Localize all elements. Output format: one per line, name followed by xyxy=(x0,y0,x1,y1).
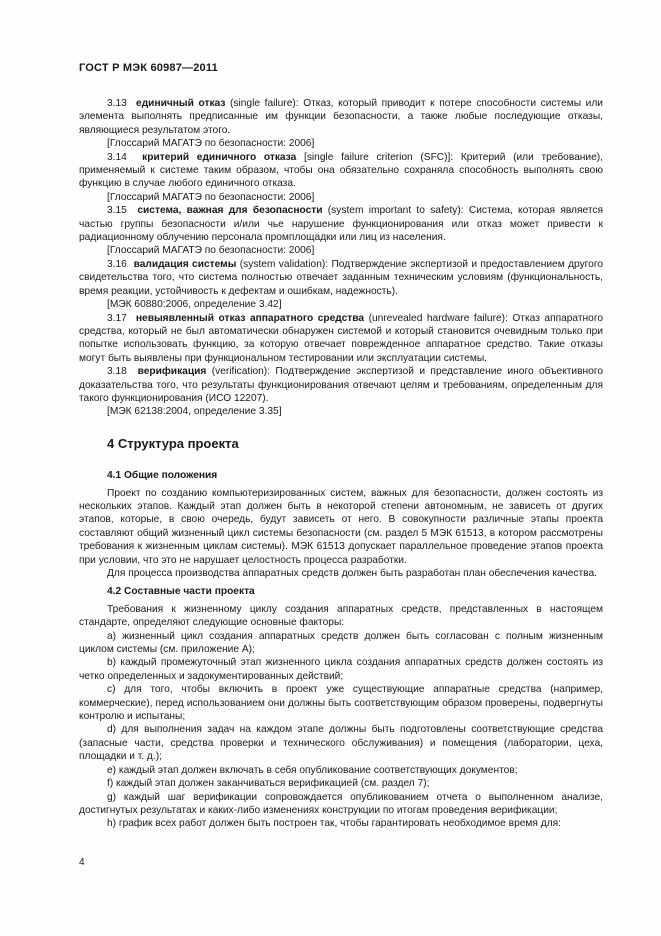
list-item: b) каждый промежуточный этап жизненного цикла создания аппаратных средств должен состоять из четко определенных и задокументированных действий; xyxy=(79,657,603,682)
term-name: система, важная для безопасности xyxy=(137,205,323,217)
term-number: 3.13 xyxy=(107,98,127,109)
paragraph: Требования к жизненному циклу создания аппаратных средств, представленных в настоящем стандарте, определяют следующие основные факторы: xyxy=(79,603,603,629)
subsection-heading: 4.1 Общие положения xyxy=(107,470,218,482)
term-name: критерий единичного отказа xyxy=(142,151,297,163)
term-definition xyxy=(79,258,603,298)
term-number: 3.18 xyxy=(107,366,127,378)
term-number: 3.16 xyxy=(107,258,127,270)
term-text: (system validation): Подтверждение экспертизой и предоставлением другого свидетельства того, что система полностью отвечает заданным техническим условиям (функциональность, время реакции, устойчивость к дефектам и ошибкам, надежность). xyxy=(79,258,603,297)
term-text: (system important to safety): Система, которая является частью группы безопасности и/или чье нарушение функционирования или отказ может привести к радиационному облучению персонала промплощадки или лиц из населения. xyxy=(79,205,603,244)
term-reference: [Глоссарий МАГАТЭ по безопасности: 2006] xyxy=(107,138,315,150)
list-item: a) жизненный цикл создания аппаратных средств должен быть согласован с полным жизненным циклом системы (см. приложение А); xyxy=(79,630,603,656)
term-number: 3.14 xyxy=(107,151,127,163)
list-item: e) каждый этап должен включать в себя опубликование соответствующих документов; xyxy=(107,764,518,776)
term-definition xyxy=(79,204,603,244)
list-item: c) для того, чтобы включить в проект уже существующие аппаратные средства (например, коммерческие), перед использованием они должны быть соответствующим образом проверены, подвергнуты контролю и испытаны; xyxy=(79,684,603,723)
running-header: ГОСТ Р МЭК 60987—2011 xyxy=(79,62,218,74)
list-item: f) каждый этап должен заканчиваться верификацией (см. раздел 7); xyxy=(107,778,430,790)
page-number: 4 xyxy=(79,857,85,868)
list-item: d) для выполнения задач на каждом этапе должны быть подготовлены соответствующие средства (запасные части, средства проверки и технического обслуживания) и помещения (лаборатории, цеха, площадки и т. д.); xyxy=(79,724,603,763)
term-definition xyxy=(79,151,603,191)
term-text: (verification): Подтверждение экспертизой и представление иного объективного доказательства того, что результаты функционирования отвечают целям и требованиям, определенным для такого функционирования (ИСО 12207). xyxy=(79,366,603,404)
list-item: h) график всех работ должен быть построен так, чтобы гарантировать необходимое время для: xyxy=(107,818,561,830)
term-text: (unrevealed hardware failure): Отказ аппаратного средства, который не был автоматически обнаружен системой и который становится очевидным только при попытке использовать функцию, за которую отвечает поврежденное аппаратное средство. Такие отказы могут быть выявлены при функциональном тестировании или эксплуатации системы. xyxy=(79,312,603,364)
term-reference: [МЭК 62138:2004, определение 3.35] xyxy=(107,406,282,418)
term-number: 3.15 xyxy=(107,205,127,217)
term-text: [single failure criterion (SFC)]: Критерий (или требование), применяемый к системе таким образом, чтобы она обязательно сохраняла способность выполнять свою функцию в случае любого единичного отказа. xyxy=(79,151,603,190)
term-reference: [Глоссарий МАГАТЭ по безопасности: 2006] xyxy=(107,191,315,203)
term-definition xyxy=(79,97,603,137)
paragraph: Проект по созданию компьютеризированных систем, важных для безопасности, должен состоять из нескольких этапов. Каждый этап должен быть в некоторой степени автономным, не зависеть от других этапов, которые, в свою очередь, будут зависеть от него. В совокупности различные этапы проекта составляют общий жизненный цикл системы безопасности (см. раздел 5 МЭК 61513, в котором рассмотрены требования к жизненным циклам системы). МЭК 61513 допускает параллельное проведение этапов проекта при условии, что это не нарушает целостность процесса разработки. xyxy=(79,487,603,566)
term-reference: [Глоссарий МАГАТЭ по безопасности: 2006] xyxy=(107,245,315,257)
page-body xyxy=(79,97,603,831)
term-number: 3.17 xyxy=(107,312,127,324)
term-name: валидация системы xyxy=(133,258,237,270)
list-item: g) каждый шаг верификации сопровождается опубликованием отчета о выполненном анализе, достигнутых результатах и каких-либо изменениях конструкции по итогам проведения верификации; xyxy=(79,791,603,816)
term-name: невыявленный отказ аппаратного средства xyxy=(135,312,365,324)
term-name: единичный отказ xyxy=(136,98,226,109)
subsection-heading: 4.2 Составные части проекта xyxy=(107,586,255,598)
term-text: (single failure): Отказ, который приводит к потере способности системы или элемента выполнять предписанные им функции безопасности, а также любые последующие отказы, являющиеся результатом этого. xyxy=(79,98,603,136)
term-reference: [МЭК 60880:2006, определение 3.42] xyxy=(107,299,282,311)
term-definition xyxy=(79,365,603,405)
section-heading: 4 Структура проекта xyxy=(107,435,239,451)
paragraph: Для процесса производства аппаратных средств должен быть разработан план обеспечения качества. xyxy=(107,568,597,579)
term-definition xyxy=(79,312,603,366)
term-name: верификация xyxy=(137,366,207,378)
